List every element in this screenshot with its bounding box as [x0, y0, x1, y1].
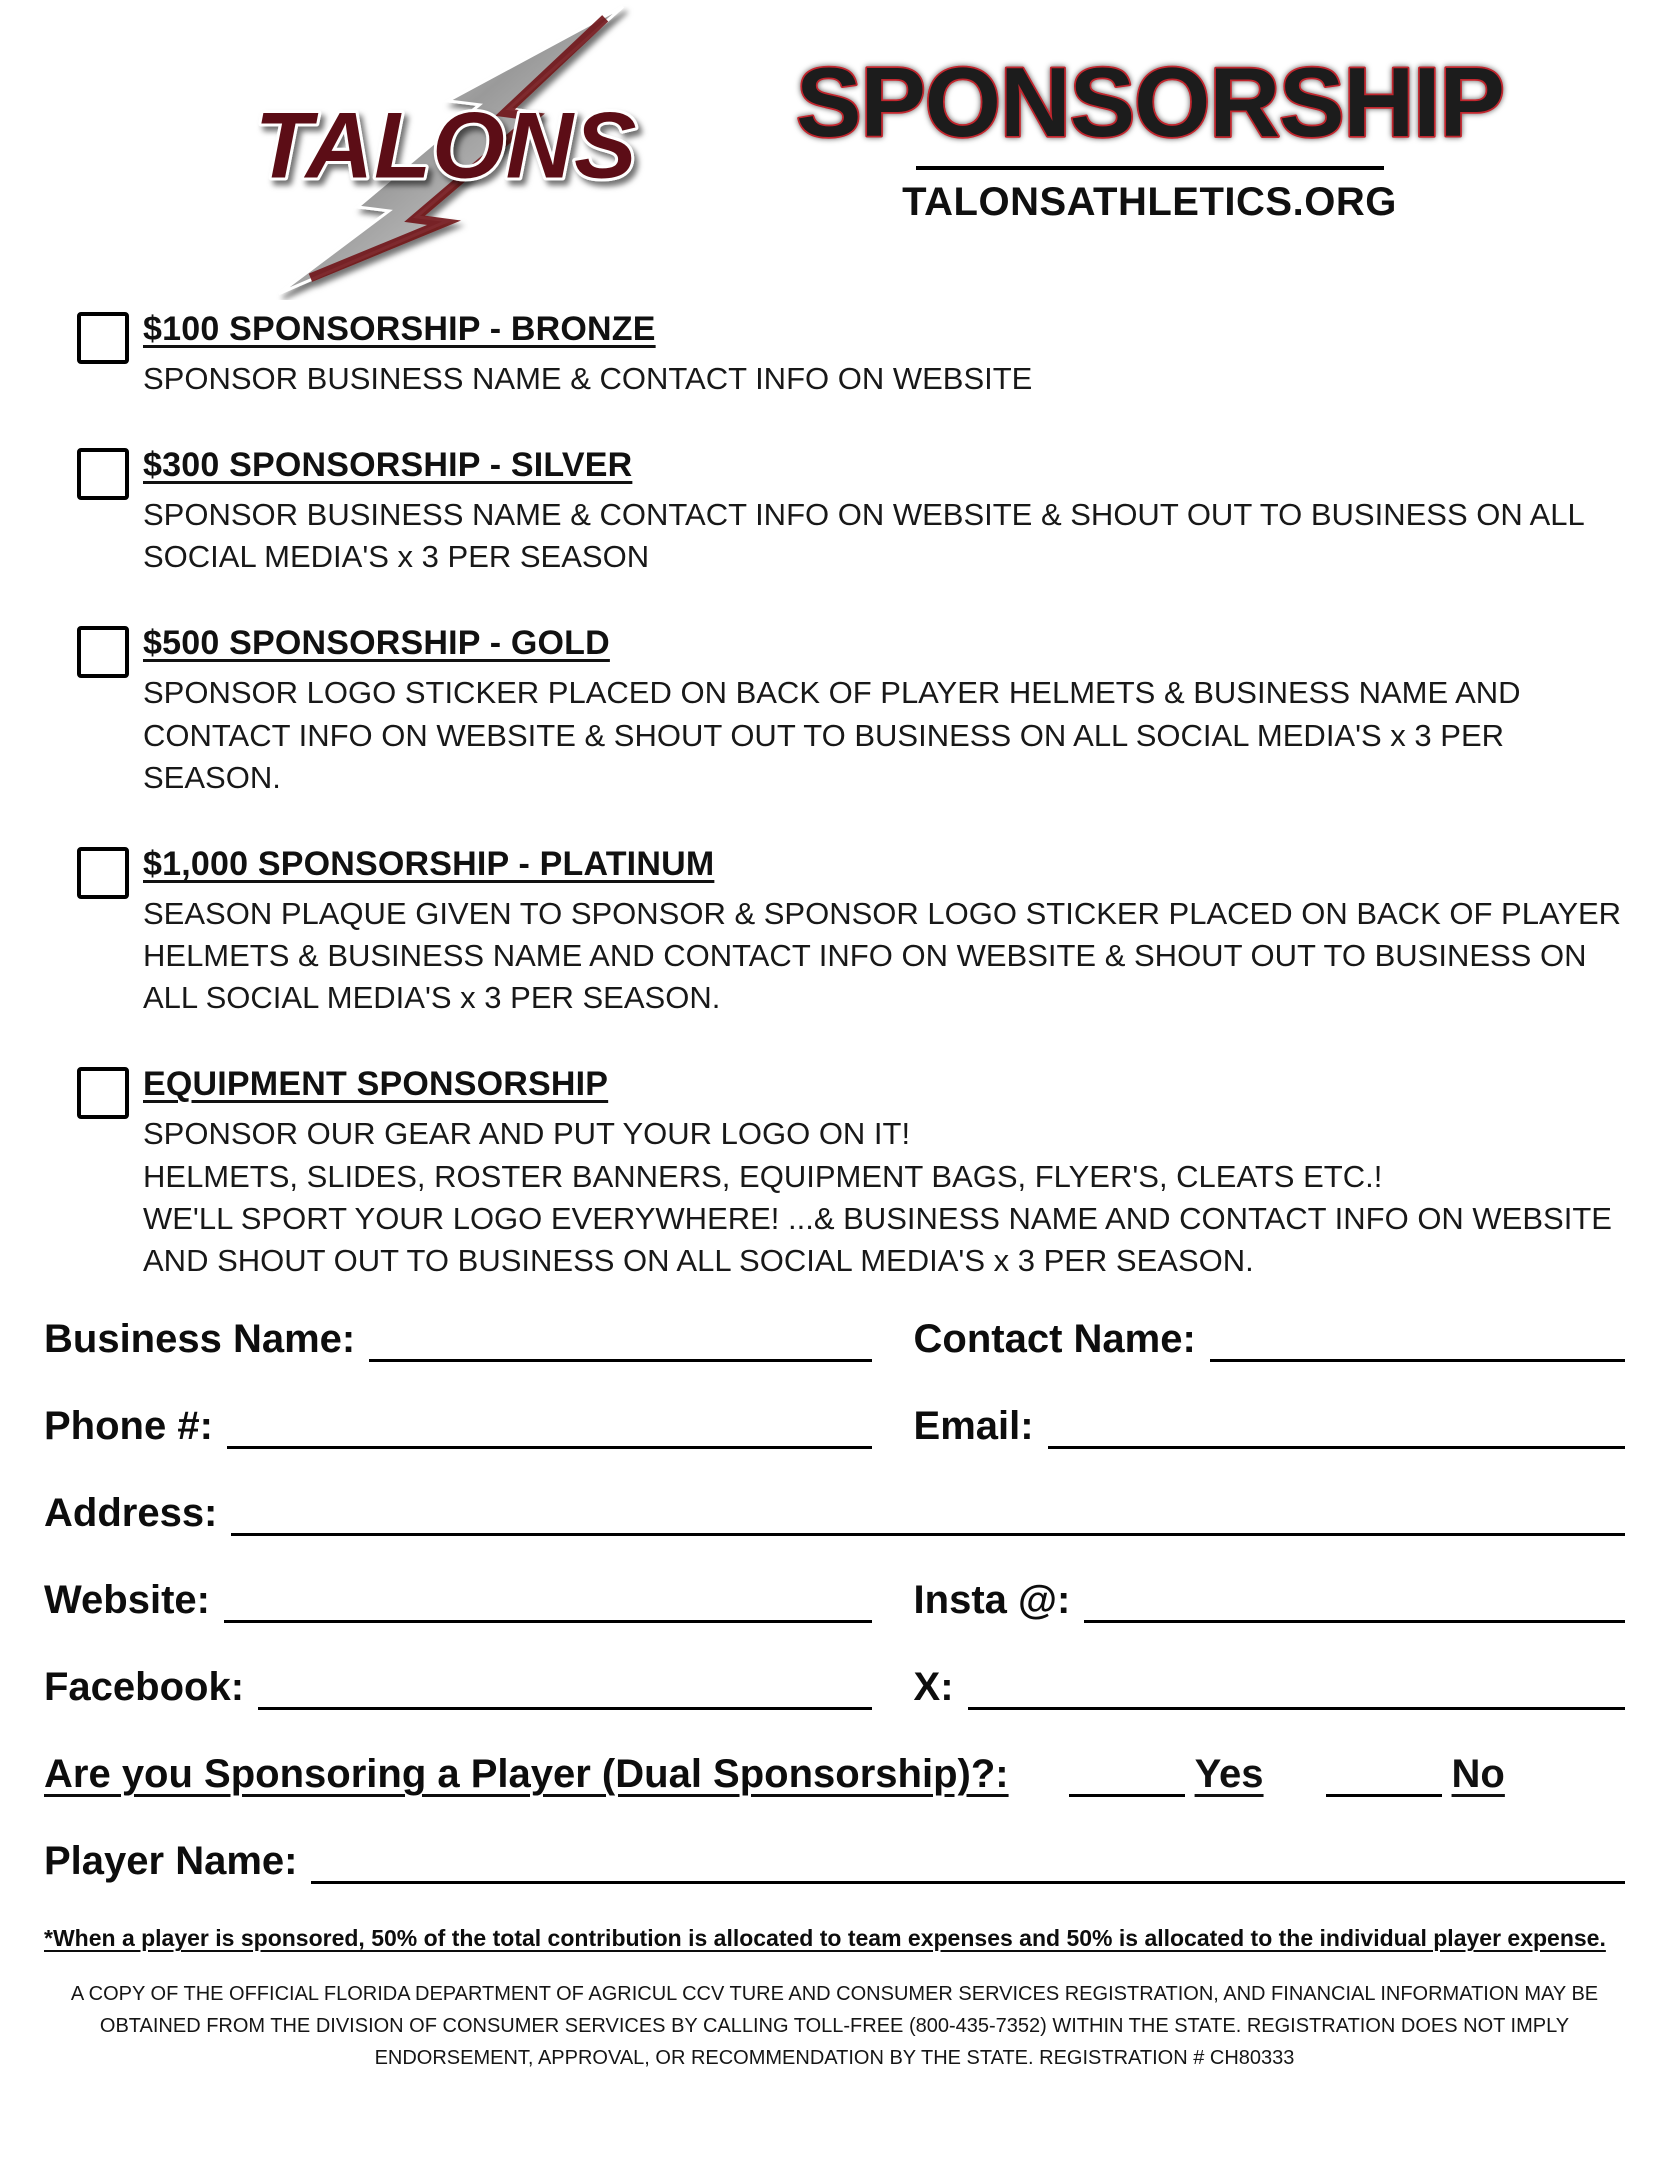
row-website-insta: [44, 1577, 1625, 1623]
website-field[interactable]: [224, 1577, 872, 1623]
website-label: Website:: [44, 1578, 210, 1623]
tier-equipment: [44, 1065, 1625, 1282]
tier-bronze-description: SPONSOR BUSINESS NAME & CONTACT INFO ON WEBSITE: [143, 361, 1033, 396]
gold-checkbox[interactable]: [77, 626, 129, 678]
tier-platinum-title: $1,000 SPONSORSHIP - PLATINUM: [143, 844, 715, 883]
business-name-label: Business Name:: [44, 1317, 356, 1362]
phone-label: Phone #:: [44, 1404, 213, 1449]
address-field[interactable]: [231, 1490, 1625, 1536]
tier-equipment-description: SPONSOR OUR GEAR AND PUT YOUR LOGO ON IT! HELMETS, SLIDES, ROSTER BANNERS, EQUIPMENT BAGS, FLYER'S, CLEATS ETC.! WE'LL SPORT YOUR LOGO EVERYWHERE! ...& BUSINESS NAME AND CONTACT INFO ON WEBSITE AND SHOUT OUT TO BUSINESS ON ALL SOCIAL MEDIA'S x 3 PER SEASON.: [143, 1116, 1612, 1278]
dual-sponsorship-label: Are you Sponsoring a Player (Dual Sponsorship)?:: [44, 1752, 1009, 1797]
x-field[interactable]: [968, 1664, 1625, 1710]
row-dual-sponsorship: [44, 1751, 1625, 1797]
title-divider: [916, 166, 1384, 170]
row-player-name: [44, 1838, 1625, 1884]
tier-platinum-description: SEASON PLAQUE GIVEN TO SPONSOR & SPONSOR LOGO STICKER PLACED ON BACK OF PLAYER HELMETS & BUSINESS NAME AND CONTACT INFO ON WEBSITE & SHOUT OUT TO BUSINESS ON ALL SOCIAL MEDIA'S x 3 PER SEASON.: [143, 895, 1622, 1016]
contact-name-field[interactable]: [1210, 1316, 1625, 1362]
website-url: TALONSATHLETICS.ORG: [902, 180, 1397, 224]
dual-sponsorship-footnote: *When a player is sponsored, 50% of the total contribution is allocated to team expenses and 50% is allocated to the individual player expense.: [44, 1925, 1606, 1952]
tier-silver-title: $300 SPONSORSHIP - SILVER: [143, 446, 633, 485]
business-name-field[interactable]: [369, 1316, 871, 1362]
player-name-label: Player Name:: [44, 1839, 298, 1884]
row-phone-email: [44, 1403, 1625, 1449]
sponsorship-tiers: [44, 310, 1625, 1282]
sponsor-form: [44, 1316, 1625, 1884]
tier-gold: [44, 624, 1625, 798]
title-block: [674, 0, 1625, 225]
email-label: Email:: [913, 1404, 1034, 1449]
x-label: X:: [913, 1665, 954, 1710]
tier-gold-description: SPONSOR LOGO STICKER PLACED ON BACK OF PLAYER HELMETS & BUSINESS NAME AND CONTACT INFO ON WEBSITE & SHOUT OUT TO BUSINESS ON ALL SOCIAL MEDIA'S x 3 PER SEASON.: [143, 675, 1521, 795]
phone-field[interactable]: [227, 1403, 872, 1449]
tier-bronze: [44, 310, 1625, 400]
row-address: [44, 1490, 1625, 1536]
player-name-field[interactable]: [311, 1838, 1625, 1884]
page-title: SPONSORSHIP: [795, 47, 1504, 157]
state-registration-disclaimer: A COPY OF THE OFFICIAL FLORIDA DEPARTMENT OF AGRICUL CCV TURE AND CONSUMER SERVICES REGISTRATION, AND FINANCIAL INFORMATION MAY BE OBTAINED FROM THE DIVISION OF CONSUMER SERVICES BY CALLING TOLL-FREE (800-435-7352) WITHIN THE STATE. REGISTRATION DOES NOT IMPLY ENDORSEMENT, APPROVAL, OR RECOMMENDATION BY THE STATE. REGISTRATION # CH80333: [70, 1983, 1599, 2070]
email-field[interactable]: [1048, 1403, 1625, 1449]
row-facebook-x: [44, 1664, 1625, 1710]
facebook-field[interactable]: [258, 1664, 872, 1710]
no-label: No: [1451, 1752, 1505, 1797]
platinum-checkbox[interactable]: [77, 847, 129, 899]
no-field[interactable]: [1326, 1751, 1442, 1797]
insta-label: Insta @:: [913, 1578, 1071, 1623]
bronze-checkbox[interactable]: [77, 312, 129, 364]
header: [44, 0, 1625, 302]
tier-gold-title: $500 SPONSORSHIP - GOLD: [143, 624, 610, 663]
tier-equipment-title: EQUIPMENT SPONSORSHIP: [143, 1065, 609, 1104]
tier-silver: [44, 446, 1625, 578]
row-business-contact: [44, 1316, 1625, 1362]
yes-label: Yes: [1194, 1752, 1264, 1797]
tier-platinum: [44, 845, 1625, 1019]
contact-name-label: Contact Name:: [913, 1317, 1196, 1362]
address-label: Address:: [44, 1491, 218, 1536]
sponsorship-title-art: [760, 42, 1540, 164]
yes-field[interactable]: [1069, 1751, 1185, 1797]
lightning-bolt-icon: [222, 0, 674, 300]
logo-text: TALONS: [254, 93, 638, 198]
insta-field[interactable]: [1084, 1577, 1625, 1623]
talons-logo: [222, 0, 674, 305]
tier-bronze-title: $100 SPONSORSHIP - BRONZE: [143, 310, 656, 348]
tier-silver-description: SPONSOR BUSINESS NAME & CONTACT INFO ON WEBSITE & SHOUT OUT TO BUSINESS ON ALL SOCIAL MEDIA'S x 3 PER SEASON: [143, 497, 1584, 575]
equipment-checkbox[interactable]: [77, 1067, 129, 1119]
facebook-label: Facebook:: [44, 1665, 245, 1710]
silver-checkbox[interactable]: [77, 448, 129, 500]
